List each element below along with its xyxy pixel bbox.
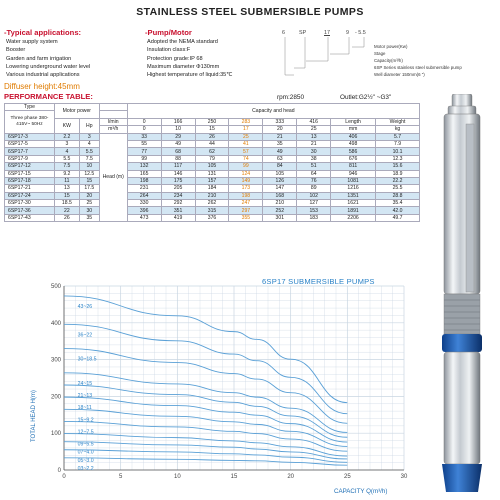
head-cell: 419 [161, 214, 195, 221]
x-tick-label: 25 [343, 474, 351, 480]
head-cell: 105 [263, 170, 297, 177]
performance-table [4, 103, 420, 222]
motor-base [442, 464, 482, 492]
length-cell: 811 [331, 163, 376, 170]
series-label: 36~22 [77, 332, 93, 339]
hp-cell: 25 [79, 200, 99, 207]
kw-cell: 22 [54, 207, 79, 214]
head-cell: 64 [297, 170, 331, 177]
series-label: 09~5.5 [77, 441, 94, 448]
performance-rows [5, 133, 420, 222]
hp-cell: 10 [79, 163, 99, 170]
table-row [5, 177, 420, 184]
model-code-label: Well diameter 150mm(6 ") [374, 72, 425, 77]
motor-spec: Protection grade:IP 68 [147, 55, 203, 62]
table-row [5, 192, 420, 199]
series-label: 21~13 [77, 392, 93, 399]
weight-cell: 15.6 [376, 163, 420, 170]
head-cell: 247 [229, 200, 263, 207]
lmin-value: 250 [195, 118, 229, 125]
motor-spec: Adopted the NEMA standard [147, 39, 218, 45]
table-row [5, 155, 420, 162]
three-phase-header: Three phase 380-415V~ 50Hz [5, 111, 55, 133]
length-cell: 676 [331, 155, 376, 162]
table-row [5, 170, 420, 177]
model-cell: 6SP17-12 [5, 163, 55, 170]
head-cell: 355 [229, 214, 263, 221]
head-cell: 183 [297, 214, 331, 221]
motor-body [444, 352, 480, 464]
length-cell: 1081 [331, 177, 376, 184]
hp-cell: 30 [79, 207, 99, 214]
x-tick-label: 10 [173, 474, 181, 480]
series-line [64, 458, 347, 465]
kw-header: KW [54, 118, 79, 133]
x-tick-label: 5 [118, 474, 123, 480]
model-code-label: Stage [374, 51, 386, 56]
head-cell: 396 [127, 207, 161, 214]
series-line [64, 409, 347, 446]
model-cell: 6SP17-21 [5, 185, 55, 192]
head-cell: 30 [297, 148, 331, 155]
kw-cell: 26 [54, 214, 79, 221]
pump-illustration [428, 94, 496, 494]
y-tick-label: 400 [50, 320, 61, 327]
head-cell: 105 [195, 163, 229, 170]
head-cell: 149 [229, 177, 263, 184]
m3h-value: 17 [229, 126, 263, 133]
head-cell: 102 [297, 192, 331, 199]
model-cell: 6SP17-24 [5, 192, 55, 199]
hp-cell: 12.5 [79, 170, 99, 177]
head-cell: 35 [263, 140, 297, 147]
motor-spec: Highest temperature of liquid:35℃ [147, 72, 233, 79]
kw-cell: 4 [54, 148, 79, 155]
diffuser-height: Diffuser height:45mm [4, 82, 80, 91]
model-code-label: Motor power(Kw) [374, 44, 408, 49]
head-unit-cell: Head (m) [99, 133, 127, 222]
hp-cell: 35 [79, 214, 99, 221]
weight-cell: 18.9 [376, 170, 420, 177]
hp-cell: 4 [79, 140, 99, 147]
head-cell: 77 [127, 148, 161, 155]
lmin-header: l/min [99, 118, 127, 125]
head-cell: 165 [127, 170, 161, 177]
series-label: 15~9.2 [77, 417, 94, 424]
table-row [5, 207, 420, 214]
mm-header: mm [331, 126, 376, 133]
head-cell: 41 [229, 140, 263, 147]
model-code-label: Capacity(m³/h) [374, 58, 403, 63]
model-cell: 6SP17-9 [5, 155, 55, 162]
head-cell: 315 [195, 207, 229, 214]
motor-collar [442, 334, 482, 352]
head-cell: 205 [161, 185, 195, 192]
y-tick-label: 200 [50, 394, 61, 401]
hp-cell: 15 [79, 177, 99, 184]
series-label: 18~11 [77, 405, 92, 412]
table-row [5, 140, 420, 147]
y-tick-label: 0 [57, 468, 61, 474]
head-cell: 473 [127, 214, 161, 221]
motor-specs [147, 38, 233, 79]
model-code-segment: SP [299, 30, 307, 36]
head-cell: 184 [195, 185, 229, 192]
length-cell: 1891 [331, 207, 376, 214]
application-item: Garden and farm irrigation [6, 55, 72, 62]
m3h-value: 20 [263, 126, 297, 133]
head-cell: 351 [161, 207, 195, 214]
length-cell: 1621 [331, 200, 376, 207]
model-code-lines [282, 30, 492, 78]
head-cell: 51 [297, 163, 331, 170]
weight-cell: 10.1 [376, 148, 420, 155]
model-cell: 6SP17-7 [5, 148, 55, 155]
head-cell: 25 [229, 133, 263, 140]
series-line [64, 296, 347, 403]
m3h-value: 25 [297, 126, 331, 133]
series-label: 43~26 [77, 303, 93, 310]
hp-header: Hp [79, 118, 99, 133]
table-row [5, 185, 420, 192]
application-item: Booster [6, 47, 26, 54]
y-tick-label: 100 [50, 431, 61, 438]
series-label: 07~4.0 [77, 449, 94, 456]
kw-cell: 5.5 [54, 155, 79, 162]
head-cell: 44 [195, 140, 229, 147]
weight-cell: 49.7 [376, 214, 420, 221]
head-cell: 49 [161, 140, 195, 147]
length-cell: 406 [331, 133, 376, 140]
model-code-label: 6SP Series stainless steel submersible pump [374, 65, 462, 70]
model-code-segment: 17 [324, 30, 330, 36]
m3h-value: 0 [127, 126, 161, 133]
kw-cell: 3 [54, 140, 79, 147]
table-row [5, 163, 420, 170]
head-cell: 147 [263, 185, 297, 192]
lmin-value: 333 [263, 118, 297, 125]
table-row [5, 148, 420, 155]
head-cell: 126 [263, 177, 297, 184]
x-tick-label: 15 [230, 474, 238, 480]
x-tick-label: 0 [62, 474, 66, 480]
weight-header: Weight [376, 118, 420, 125]
kw-cell: 9.2 [54, 170, 79, 177]
kw-cell: 13 [54, 185, 79, 192]
weight-cell: 5.7 [376, 133, 420, 140]
model-code-segment: 6 [282, 30, 285, 36]
performance-chart [40, 276, 420, 500]
application-item: Lowering underground water level [6, 63, 91, 70]
head-cell: 292 [161, 200, 195, 207]
head-cell: 68 [161, 148, 195, 155]
y-tick-label: 500 [50, 284, 61, 290]
head-cell: 29 [161, 133, 195, 140]
head-cell: 99 [127, 155, 161, 162]
head-cell: 13 [297, 133, 331, 140]
series-line [64, 450, 347, 463]
m3h-value: 10 [161, 126, 195, 133]
kw-cell: 15 [54, 192, 79, 199]
weight-cell: 42.0 [376, 207, 420, 214]
head-cell: 124 [229, 170, 263, 177]
rpm-label: rpm:2850 [277, 94, 304, 101]
weight-cell: 25.5 [376, 185, 420, 192]
head-cell: 127 [297, 200, 331, 207]
chart-title: 6SP17 SUBMERSIBLE PUMPS [262, 277, 375, 286]
head-cell: 79 [195, 155, 229, 162]
kw-cell: 11 [54, 177, 79, 184]
y-axis-label: TOTAL HEAD H(m) [31, 390, 37, 442]
m3h-value: 15 [195, 126, 229, 133]
pump-body [444, 114, 480, 294]
model-cell: 6SP17-15 [5, 170, 55, 177]
head-cell: 57 [229, 148, 263, 155]
x-tick-label: 20 [287, 474, 295, 480]
head-cell: 49 [263, 148, 297, 155]
weight-cell: 22.2 [376, 177, 420, 184]
capacity-head-header: Capacity and head [127, 104, 419, 119]
table-row [5, 133, 420, 140]
head-cell: 234 [161, 192, 195, 199]
head-cell: 76 [297, 177, 331, 184]
length-cell: 946 [331, 170, 376, 177]
series-label: 12~7.5 [77, 429, 94, 436]
motor-spec: Insulation class:F [147, 47, 191, 54]
model-code-segment: - 5.5 [355, 30, 366, 36]
head-cell: 252 [263, 207, 297, 214]
lmin-value: 166 [161, 118, 195, 125]
length-cell: 1351 [331, 192, 376, 199]
head-cell: 376 [195, 214, 229, 221]
weight-cell: 12.3 [376, 155, 420, 162]
kw-cell: 18.5 [54, 200, 79, 207]
kw-cell: 7.5 [54, 163, 79, 170]
lmin-value: 416 [297, 118, 331, 125]
model-cell: 6SP17-3 [5, 133, 55, 140]
y-tick-label: 300 [50, 357, 61, 364]
head-cell: 63 [263, 155, 297, 162]
page-title: STAINLESS STEEL SUBMERSIBLE PUMPS [136, 6, 364, 18]
performance-heading: PERFORMANCE TABLE: [4, 92, 93, 101]
head-cell: 264 [127, 192, 161, 199]
hp-cell: 7.5 [79, 155, 99, 162]
outlet-label: Outlet:G2½" ~G3" [340, 94, 392, 101]
head-cell: 21 [297, 140, 331, 147]
x-tick-label: 30 [400, 474, 408, 480]
head-cell: 301 [263, 214, 297, 221]
motor-heading: -Pump/Motor [145, 28, 192, 37]
head-cell: 168 [263, 192, 297, 199]
length-cell: 1216 [331, 185, 376, 192]
head-cell: 198 [229, 192, 263, 199]
head-cell: 198 [127, 177, 161, 184]
empty-cell [99, 111, 127, 118]
weight-cell: 7.9 [376, 140, 420, 147]
kg-header: kg [376, 126, 420, 133]
model-cell: 6SP17-5 [5, 140, 55, 147]
applications-list [6, 38, 90, 79]
model-cell: 6SP17-43 [5, 214, 55, 221]
table-row [5, 214, 420, 221]
head-cell: 131 [195, 170, 229, 177]
applications-heading: -Typical applications: [4, 28, 82, 37]
kw-cell: 2.2 [54, 133, 79, 140]
head-cell: 262 [195, 200, 229, 207]
hp-cell: 20 [79, 192, 99, 199]
length-cell: 586 [331, 148, 376, 155]
head-cell: 157 [195, 177, 229, 184]
model-cell: 6SP17-18 [5, 177, 55, 184]
length-header: Length [331, 118, 376, 125]
head-cell: 146 [161, 170, 195, 177]
series-label: 03~2.2 [77, 465, 94, 472]
model-code-diagram [282, 30, 492, 78]
head-cell: 117 [161, 163, 195, 170]
head-cell: 55 [127, 140, 161, 147]
motor-power-header: Motor power [54, 104, 99, 119]
model-code-segment: 9 [346, 30, 349, 36]
head-cell: 26 [195, 133, 229, 140]
weight-cell: 35.4 [376, 200, 420, 207]
head-cell: 33 [127, 133, 161, 140]
head-cell: 153 [297, 207, 331, 214]
application-item: Various industrial applications [6, 72, 80, 79]
head-cell: 175 [161, 177, 195, 184]
weight-cell: 28.8 [376, 192, 420, 199]
m3h-header: m³/h [99, 126, 127, 133]
series-label: 30~18.5 [77, 356, 97, 363]
head-cell: 89 [297, 185, 331, 192]
series-label: 05~3.0 [77, 457, 94, 464]
head-cell: 38 [297, 155, 331, 162]
table-row [5, 200, 420, 207]
head-cell: 330 [127, 200, 161, 207]
empty-cell [99, 104, 127, 111]
head-cell: 173 [229, 185, 263, 192]
hp-cell: 17.5 [79, 185, 99, 192]
series-label: 24~15 [77, 380, 93, 387]
type-header: Type [5, 104, 55, 111]
x-axis-label: CAPACITY Q(m³/h) [334, 488, 388, 495]
model-cell: 6SP17-36 [5, 207, 55, 214]
head-cell: 88 [161, 155, 195, 162]
lmin-value: 0 [127, 118, 161, 125]
lmin-value: 283 [229, 118, 263, 125]
head-cell: 231 [127, 185, 161, 192]
hp-cell: 3 [79, 133, 99, 140]
head-cell: 132 [127, 163, 161, 170]
head-cell: 62 [195, 148, 229, 155]
head-cell: 297 [229, 207, 263, 214]
head-cell: 21 [263, 133, 297, 140]
head-cell: 84 [263, 163, 297, 170]
application-item: Water supply system [6, 39, 58, 45]
length-cell: 2206 [331, 214, 376, 221]
motor-spec: Maximum diameter Φ130mm [147, 63, 220, 70]
head-cell: 210 [263, 200, 297, 207]
head-cell: 99 [229, 163, 263, 170]
pump-cable-guard [466, 124, 474, 292]
hp-cell: 5.5 [79, 148, 99, 155]
model-cell: 6SP17-30 [5, 200, 55, 207]
head-cell: 210 [195, 192, 229, 199]
length-cell: 498 [331, 140, 376, 147]
head-cell: 74 [229, 155, 263, 162]
